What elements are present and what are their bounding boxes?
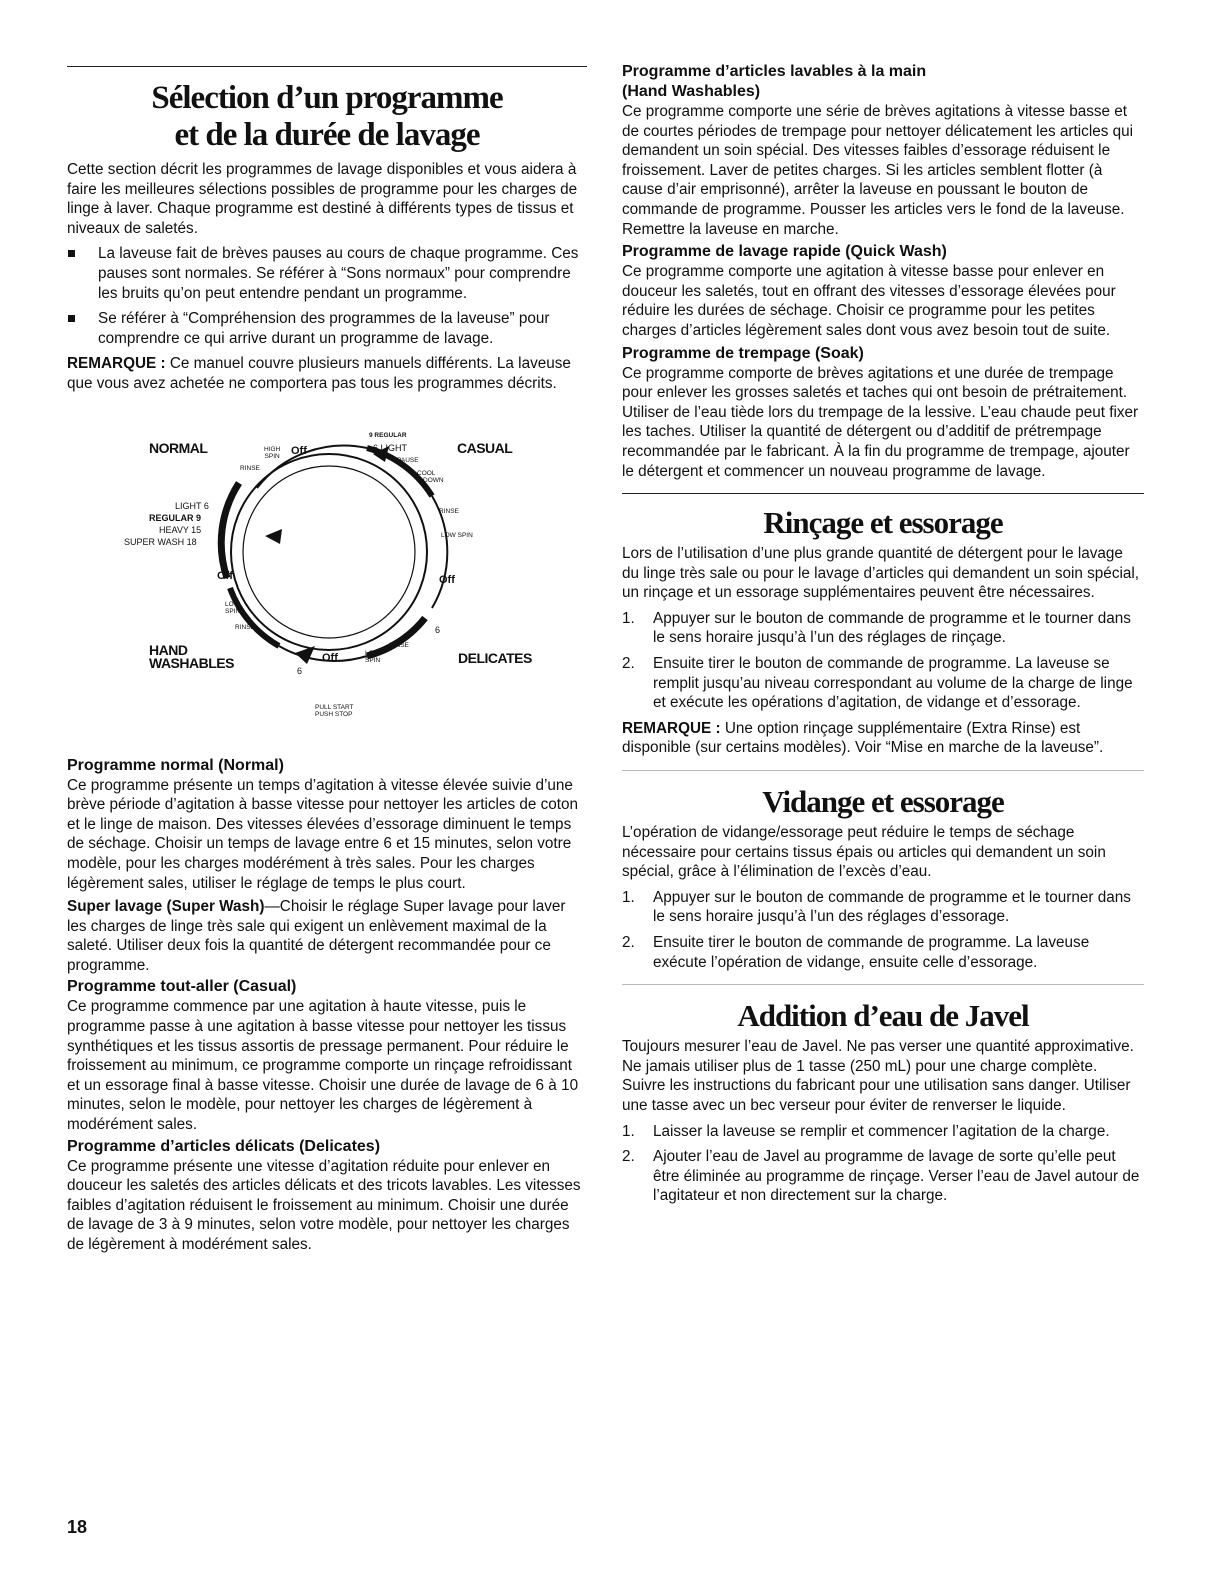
dial-label-rinse-bottom: RINSE xyxy=(389,641,409,649)
super-wash-label: Super lavage (Super Wash) xyxy=(67,898,265,916)
rinse-spin-title: Rinçage et essorage xyxy=(763,505,1003,541)
dial-label-rinse-top: RINSE xyxy=(240,464,260,472)
dial-label-push-stop: PUSH STOP xyxy=(315,710,353,718)
hand-washables-heading-line2: (Hand Washables) xyxy=(622,83,761,100)
casual-heading: Programme tout-aller (Casual) xyxy=(67,978,297,996)
dial-label-high-spin xyxy=(264,446,280,460)
quick-wash-heading: Programme de lavage rapide (Quick Wash) xyxy=(622,243,947,261)
bullet-square-icon xyxy=(68,250,75,257)
dial-label-low-spin-right: LOW SPIN xyxy=(441,531,473,539)
dial-arc-normal xyxy=(221,483,239,578)
step-number: 2. xyxy=(622,934,635,951)
dial-graphic xyxy=(67,418,587,748)
rinse-note-paragraph xyxy=(622,719,1144,758)
dial-label-rinse-left: RINSE xyxy=(235,623,255,631)
super-wash-paragraph xyxy=(67,897,587,975)
dial-label-cool: COOL xyxy=(417,469,436,477)
dial-arrow-icon xyxy=(295,646,315,664)
dial-knob-circle xyxy=(243,466,415,638)
dial-label-spin: SPIN xyxy=(225,607,241,615)
page-number: 18 xyxy=(67,1517,88,1537)
step-number: 1. xyxy=(622,1122,635,1140)
dial-label-spin: SPIN xyxy=(365,656,381,664)
hand-washables-paragraph: Ce programme comporte une série de brèves agitations à vitesse basse et de courtes périodes de trempage pour nettoyer délicatement les articles qui demandent un soin spécial. Des vitesses faibles d’essorage réduisent le froissement. Laver de petites charges. Si les articles semblent flotter (à cause d’air emprisonné), arrêter la laveuse en poussant le bouton de commande de programme. Pousser les articles vers le fond de la laveuse. Remettre la laveuse en marche. xyxy=(622,103,1134,238)
dial-label-off-right: Off xyxy=(439,573,455,586)
rinse-step-2 xyxy=(622,654,1144,713)
dial-label-light-6: 6 LIGHT xyxy=(373,442,408,453)
bullet-square-icon xyxy=(68,315,75,322)
rinse-spin-intro: Lors de l’utilisation d’une plus grande quantité de détergent pour le lavage du linge très sale ou pour le lavage d’articles qui demandent un soin spécial, un rinçage et un essorage supplémentaires peuvent être nécessaires. xyxy=(622,545,1140,602)
dial-label-off-left: Off xyxy=(217,569,233,582)
drain-spin-intro: L’opération de vidange/essorage peut réduire le temps de séchage nécessaire pour certains tissus épais ou articles qui demandent un soin spécial, grâce à l’élimination de l’excès d’eau. xyxy=(622,824,1106,881)
dial-label-rinse-right: RINSE xyxy=(439,507,459,515)
rinse-step-1 xyxy=(622,609,1144,648)
dial-label-hand-washables xyxy=(149,641,234,671)
dial-label-light6: LIGHT 6 xyxy=(175,500,209,511)
delicates-paragraph: Ce programme présente une vitesse d’agitation réduite pour enlever en douceur les saletés des articles délicats et des tricots lavables. Les vitesses faibles d’agitation réduisent le froissement au minimum. Choisir une durée de lavage de 3 à 9 minutes, selon votre modèle, pour nettoyer les charges de légèrement à modérément sales. xyxy=(67,1157,581,1253)
program-dial-illustration xyxy=(67,418,587,748)
step-text: Ensuite tirer le bouton de commande de programme. La laveuse exécute l’opération de vidange, ensuite celle d’essorage. xyxy=(653,934,1090,971)
step-number: 1. xyxy=(622,888,635,906)
quick-wash-paragraph: Ce programme comporte une agitation à vitesse basse pour enlever en douceur les saletés, tout en offrant des vitesses d’essorage élevées pour réduire les durées de séchage. Choisir ce programme pour les petites charges d’articles légèrement sales dont vous avez besoin tout de suite. xyxy=(622,263,1116,339)
soak-paragraph: Ce programme comporte de brèves agitations et une durée de trempage pour enlever les grosses saletés et taches qui ont besoin de prétraitement. Utiliser de l’eau tiède lors du trempage de la lessive. L’eau chaude peut fixer les taches. Utiliser la quantité de détergent ou d’additif de prétrempage recommandée par le fabricant. À la fin du programme de trempage, ajouter le détergent et commencer un nouveau programme de lavage. xyxy=(622,364,1139,480)
dial-label-off-bottom: Off xyxy=(322,651,338,664)
dial-label-low: LOW xyxy=(225,600,240,608)
dial-pointer-icon xyxy=(265,529,282,544)
section-title-line1: Sélection d’un programme xyxy=(151,80,503,116)
section-title xyxy=(67,80,587,154)
bullet-text: Se référer à “Compréhension des programmes de la laveuse” pour comprendre ce qui arrive durant un programme de lavage. xyxy=(98,310,550,347)
section-divider xyxy=(622,984,1144,985)
note-label: REMARQUE : xyxy=(622,719,721,737)
delicates-heading: Programme d’articles délicats (Delicates) xyxy=(67,1137,381,1155)
hand-washables-heading-line1: Programme d’articles lavables à la main xyxy=(622,63,927,80)
dial-label-cool-down xyxy=(417,470,444,484)
note-text: Ce manuel couvre plusieurs manuels différents. La laveuse que vous avez achetée ne comportera pas tous les programmes décrits. xyxy=(67,355,571,392)
step-text: Laisser la laveuse se remplir et commencer l’agitation de la charge. xyxy=(653,1122,1110,1140)
drain-step-1 xyxy=(622,888,1144,927)
bleach-step-2 xyxy=(622,1147,1144,1206)
step-text: Appuyer sur le bouton de commande de programme et le tourner dans le sens horaire jusqu’à l’un des réglages d’essorage. xyxy=(653,888,1131,926)
dial-label-down: DOWN xyxy=(423,476,444,484)
dial-label-regular9: REGULAR 9 xyxy=(149,512,202,523)
note-paragraph xyxy=(67,354,587,393)
dial-label-regular-9: 9 REGULAR xyxy=(369,431,407,439)
note-text: Une option rinçage supplémentaire (Extra Rinse) est disponible (sur certains modèles). Voir “Mise en marche de la laveuse”. xyxy=(622,719,1104,757)
step-text: Ajouter l’eau de Javel au programme de lavage de sorte qu’elle peut être éliminée au programme de rinçage. Verser l’eau de Javel autour de l’agitateur et non directement sur la charge. xyxy=(653,1148,1140,1205)
bleach-intro: Toujours mesurer l’eau de Javel. Ne pas verser une quantité approximative. Ne jamais utiliser plus de 1 tasse (250 mL) pour une charge complète. Suivre les instructions du fabricant pour une utilisation sans danger. Utiliser une tasse avec un bec verseur pour éviter de renverser le liquide. xyxy=(622,1038,1134,1114)
dial-label-low-spin-bottom xyxy=(365,650,380,664)
super-wash-text: —Choisir le réglage Super lavage pour laver les charges de linge très sale qui exigent un enlèvement maximal de la saleté. Utiliser deux fois la quantité de détergent recommandée pour ce programme. xyxy=(67,898,566,974)
casual-paragraph: Ce programme commence par une agitation à haute vitesse, puis le programme passe à une agitation à basse vitesse pour nettoyer les tissus synthétiques et les tissus assortis de pressage permanent. Pour réduire le froissement au minimum, ce programme comporte un rinçage refroidissant et un essorage final à basse vitesse. Choisir une durée de lavage de 6 à 10 minutes, selon le modèle, pour nettoyer les charges de légèrement à modérément sales. xyxy=(67,998,579,1134)
dial-label-washables: WASHABLES xyxy=(149,654,234,671)
bleach-title: Addition d’eau de Javel xyxy=(737,998,1029,1034)
top-rule xyxy=(67,66,587,67)
normal-heading: Programme normal (Normal) xyxy=(67,756,284,774)
dial-label-hand: HAND xyxy=(149,641,188,658)
dial-label-super18: SUPER WASH 18 xyxy=(124,536,197,547)
dial-label-low: LOW xyxy=(365,649,380,657)
dial-label-spin: SPIN xyxy=(264,452,280,460)
dial-label-off-top: Off xyxy=(291,444,307,457)
dial-label-6-bottom: 6 xyxy=(297,665,303,676)
intro-paragraph: Cette section décrit les programmes de lavage disponibles et vous aidera à faire les meilleures sélections possibles de programme pour les charges de linge à laver. Chaque programme est destiné à différents types de tissus et niveaux de saletés. xyxy=(67,161,578,237)
dial-label-pull-start: PULL START xyxy=(315,703,354,711)
dial-label-6-right: 6 xyxy=(435,624,441,635)
step-text: Appuyer sur le bouton de commande de programme et le tourner dans le sens horaire jusqu’à l’un des réglages de rinçage. xyxy=(653,609,1131,647)
section-title-line2: et de la durée de lavage xyxy=(174,117,480,153)
step-number: 2. xyxy=(622,655,635,673)
hand-washables-heading xyxy=(622,62,1144,102)
normal-paragraph: Ce programme présente un temps d’agitation à vitesse élevée suivie d’une brève période d’agitation à basse vitesse pour nettoyer les articles de coton et le linge de maison. Des vitesses élevées d’essorage diminuent le temps de séchage. Choisir un temps de lavage entre 6 et 15 minutes, selon votre modèle, pour les charges modérément à très sales. Pour les charges légèrement sales, utiliser le réglage de temps le plus court. xyxy=(67,776,579,892)
bullet-item xyxy=(67,244,587,303)
step-number: 1. xyxy=(622,609,635,627)
note-label: REMARQUE : xyxy=(67,355,166,373)
section-divider xyxy=(622,493,1144,494)
dial-label-high: HIGH xyxy=(264,445,281,453)
section-divider xyxy=(622,770,1144,771)
soak-heading: Programme de trempage (Soak) xyxy=(622,344,864,362)
dial-label-normal: NORMAL xyxy=(149,439,208,456)
dial-label-pause: PAUSE xyxy=(397,456,419,464)
dial-label-low-spin-left xyxy=(225,601,240,615)
drain-spin-title: Vidange et essorage xyxy=(762,784,1004,820)
dial-label-heavy15: HEAVY 15 xyxy=(159,524,202,535)
dial-label-delicates: DELICATES xyxy=(458,649,532,666)
dial-label-pull-push xyxy=(315,704,354,718)
drain-step-2 xyxy=(622,933,1144,972)
bullet-text: La laveuse fait de brèves pauses au cours de chaque programme. Ces pauses sont normales. Se référer à “Sons normaux” pour comprendre les bruits qu’on peut entendre pendant un programme. xyxy=(98,245,579,302)
step-text: Ensuite tirer le bouton de commande de programme. La laveuse se remplit jusqu’au niveau correspondant au volume de la charge de linge et exécute les opérations d’agitation, de vidange et d’essorage. xyxy=(653,655,1133,712)
bleach-step-1 xyxy=(622,1122,1144,1142)
bullet-item xyxy=(67,309,587,348)
dial-label-casual: CASUAL xyxy=(457,439,513,456)
step-number: 2. xyxy=(622,1148,635,1166)
